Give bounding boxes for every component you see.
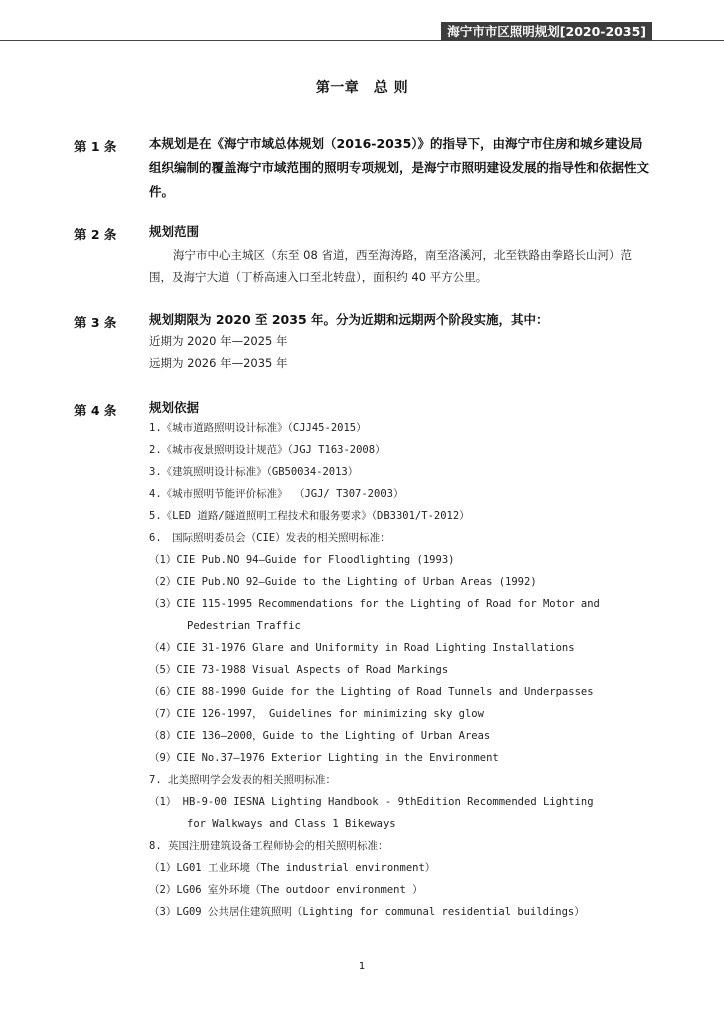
- article-1-label: 第 1 条: [74, 139, 117, 154]
- basis-line: 2.《城市夜景照明设计规范》（JGJ T163-2008）: [149, 444, 386, 456]
- article-3-label: 第 3 条: [74, 315, 117, 330]
- article-2-heading: 规划范围: [149, 224, 200, 239]
- article-3-heading: 规划期限为 2020 至 2035 年。分为近期和远期两个阶段实施，其中：: [149, 312, 549, 327]
- article-4-heading: 规划依据: [149, 400, 200, 415]
- article-3-near-term: 近期为 2020 年—2025 年: [149, 334, 288, 348]
- basis-line: （5）CIE 73-1988 Visual Aspects of Road Markings: [149, 664, 449, 676]
- basis-line-continuation: for Walkways and Class 1 Bikeways: [187, 818, 396, 830]
- basis-line-continuation: Pedestrian Traffic: [187, 620, 301, 632]
- basis-line: （2）LG06 室外环境（The outdoor environment ）: [149, 884, 423, 896]
- article-4-label: 第 4 条: [74, 403, 117, 418]
- basis-line: （2）CIE Pub.NO 92—Guide to the Lighting of Urban Areas (1992): [149, 576, 537, 588]
- article-2-text: 海宁市中心主城区（东至 08 省道，西至海涛路，南至洛溪河，北至铁路由拳路长山河）范围，及海宁大道（丁桥高速入口至北转盘），面积约 40 平方公里。: [149, 248, 632, 284]
- chapter-title: 第一章 总 则: [315, 80, 409, 96]
- basis-line: 4.《城市照明节能评价标准》 （JGJ/ T307-2003）: [149, 488, 404, 500]
- basis-line: 1.《城市道路照明设计标准》（CJJ45-2015）: [149, 422, 367, 434]
- article-3-far-term: 远期为 2026 年—2035 年: [149, 356, 288, 370]
- basis-line: （4）CIE 31-1976 Glare and Uniformity in Road Lighting Installations: [149, 642, 575, 654]
- basis-line: （3）CIE 115-1995 Recommendations for the Lighting of Road for Motor and: [149, 598, 600, 610]
- page-number: 1: [358, 961, 366, 972]
- basis-line: 6. 国际照明委员会（CIE）发表的相关照明标准：: [149, 532, 391, 544]
- basis-line: 5.《LED 道路/隧道照明工程技术和服务要求》（DB3301/T-2012）: [149, 510, 470, 522]
- basis-line: （9）CIE No.37—1976 Exterior Lighting in the Environment: [149, 752, 499, 764]
- basis-line: （3）LG09 公共居住建筑照明（Lighting for communal residential buildings）: [149, 906, 585, 918]
- article-2-label: 第 2 条: [74, 227, 117, 242]
- document-header-title: 海宁市市区照明规划[2020-2035]: [441, 22, 652, 41]
- basis-line: （1）LG01 工业环境（The industrial environment）: [149, 862, 436, 874]
- basis-line: （7）CIE 126-1997， Guidelines for minimizing sky glow: [149, 708, 484, 720]
- basis-line: （1） HB-9-00 IESNA Lighting Handbook - 9thEdition Recommended Lighting: [149, 796, 594, 808]
- article-1-text: 本规划是在《海宁市域总体规划（2016-2035）》的指导下，由海宁市住房和城乡建设局组织编制的覆盖海宁市域范围的照明专项规划，是海宁市照明建设发展的指导性和依据性文件。: [149, 136, 650, 199]
- basis-line: 7. 北美照明学会发表的相关照明标准：: [149, 774, 336, 786]
- basis-line: （6）CIE 88-1990 Guide for the Lighting of Road Tunnels and Underpasses: [149, 686, 594, 698]
- basis-line: 3.《建筑照明设计标准》（GB50034-2013）: [149, 466, 359, 478]
- basis-line: （8）CIE 136—2000，Guide to the Lighting of Urban Areas: [149, 730, 491, 742]
- basis-line: （1）CIE Pub.NO 94—Guide for Floodlighting (1993): [149, 554, 455, 566]
- basis-line: 8. 英国注册建筑设备工程师协会的相关照明标准：: [149, 840, 389, 852]
